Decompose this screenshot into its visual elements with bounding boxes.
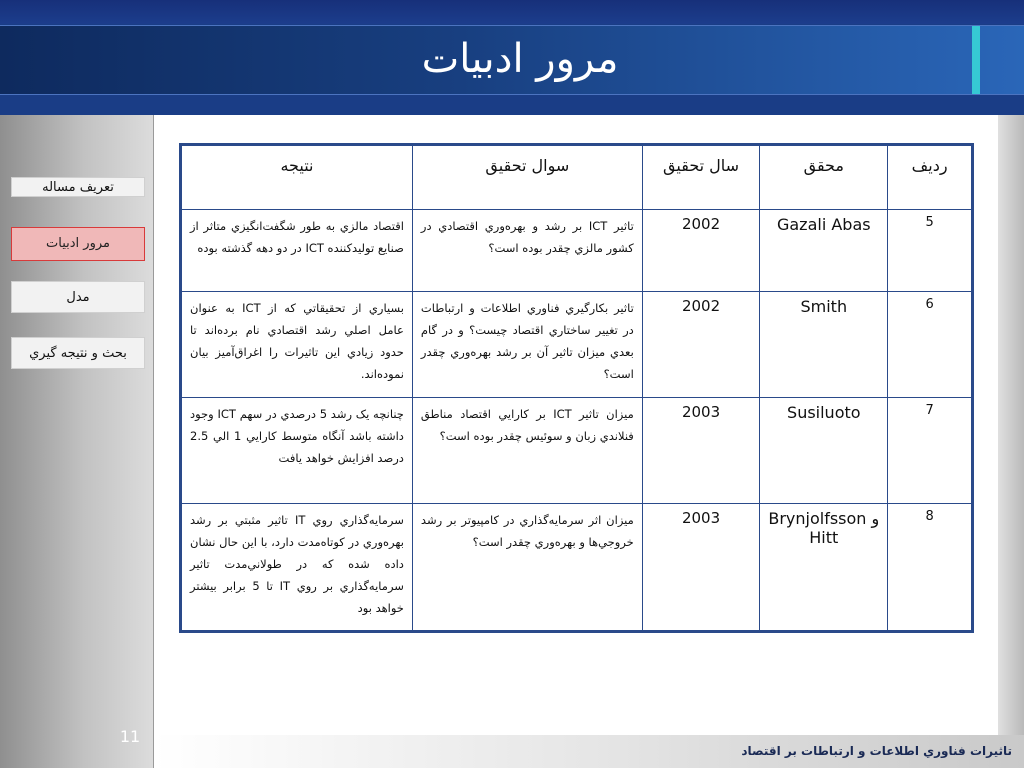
- nav-discussion-conclusion-button[interactable]: بحث و نتيجه گيري: [11, 337, 145, 369]
- table-row: [181, 398, 973, 504]
- cell-year: 2002: [642, 292, 760, 398]
- cell-year: 2003: [642, 504, 760, 632]
- cell-index: 5: [888, 210, 973, 292]
- page-number: 11: [119, 727, 141, 746]
- cell-researcher: Smith: [760, 292, 888, 398]
- right-side-panel: [998, 115, 1024, 735]
- nav-model-button[interactable]: مدل: [11, 281, 145, 313]
- cell-result: بسياري از تحقيقاتي که از ICT به عنوان عامل اصلي رشد اقتصادي نام برده‌اند تا حدود زيادي اين تاثيرات را اغراق‌آميز بيان نموده‌اند.: [181, 292, 413, 398]
- cell-year: 2003: [642, 398, 760, 504]
- table-header-row: [181, 145, 973, 210]
- table-row: [181, 292, 973, 398]
- cell-result: چنانچه يک رشد 5 درصدي در سهم ICT وجود داشته باشد آنگاه متوسط کارايي 1 الي 2.5 درصد افزايش خواهد يافت: [181, 398, 413, 504]
- header-question: سوال تحقيق: [412, 145, 642, 210]
- cell-question: تاثير ICT بر رشد و بهره‌وري اقتصادي در کشور مالزي چقدر بوده است؟: [412, 210, 642, 292]
- header-result: نتيجه: [181, 145, 413, 210]
- sidebar: [0, 115, 154, 768]
- cell-index: 7: [888, 398, 973, 504]
- cell-question: ميزان اثر سرمايه‌گذاري در کامپيوتر بر رشد خروجي‌ها و بهره‌وري چقدر است؟: [412, 504, 642, 632]
- cell-result: اقتصاد مالزي به طور شگفت‌انگيزي متاثر از صنايع توليدکننده ICT در دو دهه گذشته بوده: [181, 210, 413, 292]
- header-year: سال تحقيق: [642, 145, 760, 210]
- cell-index: 8: [888, 504, 973, 632]
- cell-year: 2002: [642, 210, 760, 292]
- footer-title: تاثيرات فناوري اطلاعات و ارتباطات بر اقتصاد: [741, 744, 1012, 758]
- title-accent-bar: [972, 26, 980, 94]
- cell-result: سرمايه‌گذاري روي IT تاثير مثبتي بر رشد بهره‌وري در کوتاه‌مدت دارد، با اين حال نشان داده شده که در طولاني‌مدت تاثير سرمايه‌گذاري بر روي IT تا 5 برابر بيشتر خواهد بود: [181, 504, 413, 632]
- literature-review-table: [179, 143, 974, 633]
- table-row: [181, 504, 973, 632]
- cell-researcher: Brynjolfsson و Hitt: [760, 504, 888, 632]
- cell-researcher: Gazali Abas: [760, 210, 888, 292]
- header-index: رديف: [888, 145, 973, 210]
- table-row: [181, 210, 973, 292]
- nav-problem-definition-button[interactable]: تعريف مساله: [11, 177, 145, 197]
- cell-question: ميزان تاثير ICT بر کارايي اقتصاد مناطق فنلاندي زبان و سوئيس چقدر بوده است؟: [412, 398, 642, 504]
- page-title: مرور ادبيات: [421, 36, 619, 82]
- cell-index: 6: [888, 292, 973, 398]
- header-researcher: محقق: [760, 145, 888, 210]
- nav-literature-review-button[interactable]: مرور ادبيات: [11, 227, 145, 261]
- cell-researcher: Susiluoto: [760, 398, 888, 504]
- cell-question: تاثير بکارگيري فناوري اطلاعات و ارتباطات در تغيير ساختاري اقتصاد چيست؟ و در گام بعدي ميزان تاثير آن بر رشد بهره‌وري چقدر است؟: [412, 292, 642, 398]
- header-top-strip: [0, 0, 1024, 24]
